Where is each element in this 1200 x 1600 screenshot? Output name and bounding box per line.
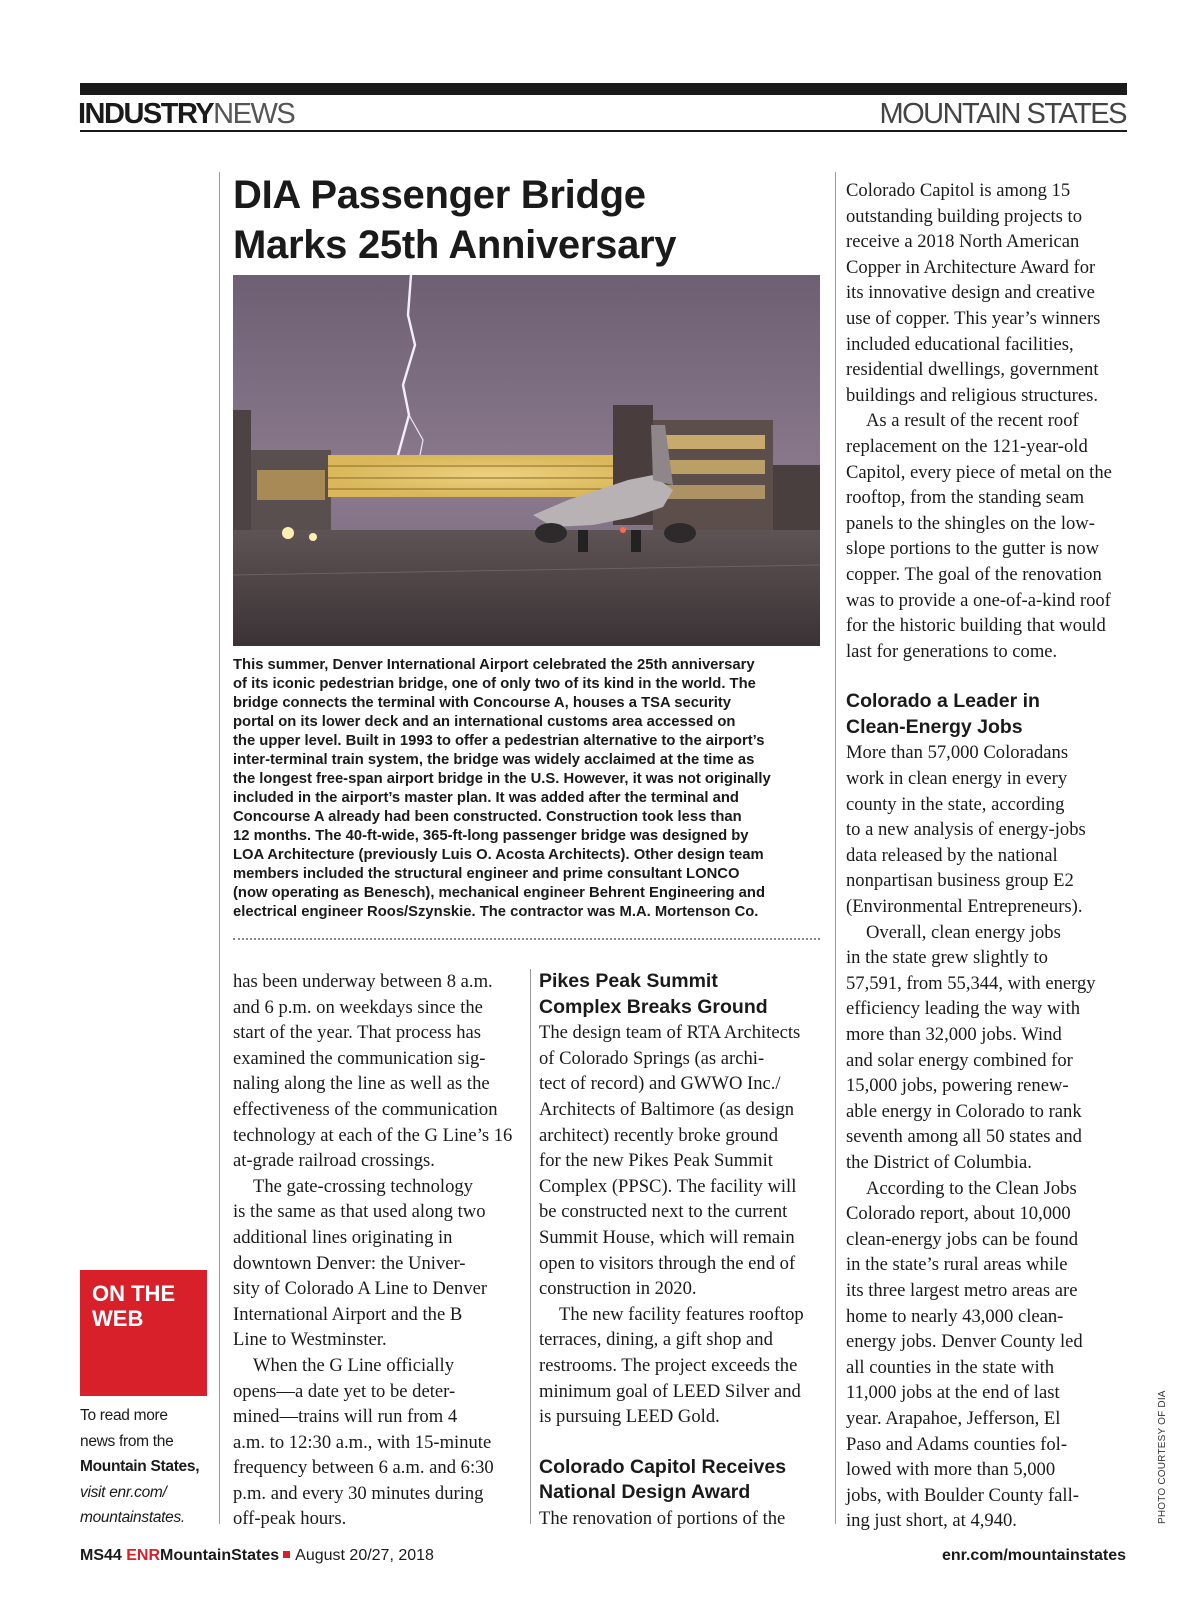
- region-label: MOUNTAIN STATES: [879, 98, 1126, 130]
- body-line: Copper in Architecture Award for: [846, 256, 1096, 278]
- footer-left: [80, 1545, 434, 1567]
- on-the-web-line: news from the: [80, 1432, 174, 1450]
- caption-line: LOA Architecture (previously Luis O. Acosta Architects). Other design team: [233, 847, 764, 863]
- body-line: to a new analysis of energy-jobs: [846, 819, 1086, 841]
- caption-line: This summer, Denver International Airport celebrated the 25th anniversary: [233, 657, 755, 673]
- on-the-web-text: [80, 1403, 215, 1531]
- body-line: is the same as that used along two: [233, 1201, 486, 1223]
- subhead-pikes-peak: [539, 969, 829, 1020]
- subhead-line: Complex Breaks Ground: [539, 995, 768, 1018]
- article-column-1: [233, 969, 523, 1532]
- subhead-line: Colorado a Leader in: [846, 690, 1040, 713]
- caption-line: 12 months. The 40-ft-wide, 365-ft-long passenger bridge was designed by: [233, 828, 749, 844]
- body-line: is pursuing LEED Gold.: [539, 1406, 720, 1428]
- caption-line: the longest free-span airport bridge in the U.S. However, it was not originally: [233, 771, 771, 787]
- body-line: rooftop, from the standing seam: [846, 487, 1085, 509]
- body-line: The new facility features rooftop: [559, 1303, 804, 1325]
- on-the-web-title-line: WEB: [92, 1306, 144, 1331]
- body-line: year. Arapahoe, Jefferson, El: [846, 1407, 1061, 1429]
- body-line: included educational facilities,: [846, 333, 1074, 355]
- body-line: receive a 2018 North American: [846, 231, 1080, 253]
- body-line: nonpartisan business group E2: [846, 870, 1074, 892]
- body-line: More than 57,000 Coloradans: [846, 742, 1069, 764]
- body-line: for the new Pikes Peak Summit: [539, 1150, 773, 1172]
- subhead-line: Colorado Capitol Receives: [539, 1455, 787, 1478]
- caption-line: included in the airport’s master plan. It was added after the terminal and: [233, 790, 739, 806]
- body-line: buildings and religious structures.: [846, 384, 1099, 406]
- body-line: last for generations to come.: [846, 640, 1058, 662]
- body-line: The design team of RTA Architects: [539, 1022, 801, 1044]
- brand-enr: ENR: [126, 1547, 161, 1564]
- section-label: [78, 97, 294, 131]
- body-line: and 6 p.m. on weekdays since the: [233, 996, 483, 1018]
- body-line: home to nearly 43,000 clean-: [846, 1305, 1064, 1327]
- body-line: mined—trains will run from 4: [233, 1406, 458, 1428]
- section-label-light: NEWS: [213, 98, 295, 130]
- caption-line: Concourse A already had been constructed. Construction took less than: [233, 809, 742, 825]
- body-line: Line to Westminster.: [233, 1329, 387, 1351]
- body-line: work in clean energy in every: [846, 768, 1068, 790]
- body-line: open to visitors through the end of: [539, 1252, 796, 1274]
- body-line: (Environmental Entrepreneurs).: [846, 896, 1083, 918]
- body-line: replacement on the 121-year-old: [846, 435, 1088, 457]
- body-line: p.m. and every 30 minutes during: [233, 1482, 484, 1504]
- body-line: a.m. to 12:30 a.m., with 15-minute: [233, 1431, 492, 1453]
- body-line: be constructed next to the current: [539, 1201, 788, 1223]
- body-line: terraces, dining, a gift shop and: [539, 1329, 773, 1351]
- on-the-web-title: [92, 1281, 175, 1331]
- caption-line: (now operating as Benesch), mechanical engineer Behrent Engineering and: [233, 885, 765, 901]
- header-top-bar: [80, 83, 1127, 95]
- body-line: The gate-crossing technology: [253, 1175, 473, 1197]
- body-line: examined the communication sig-: [233, 1047, 486, 1069]
- body-line: and solar energy combined for: [846, 1049, 1073, 1071]
- body-line: in the state’s rural areas while: [846, 1254, 1068, 1276]
- separator-square-icon: [283, 1551, 290, 1558]
- body-line: at-grade railroad crossings.: [233, 1150, 435, 1172]
- issue-date: August 20/27, 2018: [295, 1547, 434, 1564]
- on-the-web-line: To read more: [80, 1407, 168, 1424]
- body-line: Complex (PPSC). The facility will: [539, 1175, 797, 1197]
- body-line: International Airport and the B: [233, 1303, 463, 1325]
- body-line: more than 32,000 jobs. Wind: [846, 1024, 1062, 1045]
- body-line: clean-energy jobs can be found: [846, 1228, 1078, 1250]
- footer-url[interactable]: enr.com/mountainstates: [941, 1547, 1126, 1564]
- body-line: able energy in Colorado to rank: [846, 1100, 1082, 1122]
- caption-line: bridge connects the terminal with Concourse A, houses a TSA security: [233, 695, 731, 711]
- body-line: effectiveness of the communication: [233, 1098, 498, 1120]
- article-column-2: [539, 969, 829, 1531]
- body-line: Architects of Baltimore (as design: [539, 1098, 795, 1120]
- caption-line: electrical engineer Roos/Szynskie. The contractor was M.A. Mortenson Co.: [233, 904, 759, 920]
- body-line: energy jobs. Denver County led: [846, 1331, 1083, 1353]
- on-the-web-title-line: ON THE: [92, 1281, 176, 1306]
- body-line: Colorado report, about 10,000: [846, 1203, 1071, 1225]
- subhead-line: National Design Award: [539, 1481, 751, 1504]
- body-line: residential dwellings, government: [846, 359, 1099, 381]
- page-number: MS44: [80, 1547, 122, 1564]
- body-line: of Colorado Springs (as archi-: [539, 1047, 765, 1069]
- column-rule-left: [219, 172, 220, 1524]
- headline-line: DIA Passenger Bridge: [233, 173, 646, 217]
- subhead-clean-energy: [846, 689, 1136, 740]
- publication-name: MountainStates: [160, 1547, 280, 1564]
- body-line: lowed with more than 5,000: [846, 1459, 1056, 1481]
- caption-line: members included the structural engineer and prime consultant LONCO: [233, 866, 740, 882]
- on-the-web-line: Mountain States,: [80, 1458, 200, 1476]
- article-headline: [233, 170, 833, 270]
- body-line: the District of Columbia.: [846, 1151, 1032, 1173]
- body-line: minimum goal of LEED Silver and: [539, 1380, 801, 1402]
- subhead-line: Pikes Peak Summit: [539, 970, 718, 992]
- body-line: all counties in the state with: [846, 1356, 1055, 1378]
- body-line: 11,000 jobs at the end of last: [846, 1382, 1060, 1404]
- column-rule-middle: [530, 969, 531, 1524]
- body-line: start of the year. That process has: [233, 1022, 482, 1044]
- body-line: tect of record) and GWWO Inc./: [539, 1073, 781, 1095]
- body-line: restrooms. The project exceeds the: [539, 1354, 798, 1376]
- body-line: frequency between 6 a.m. and 6:30: [233, 1457, 494, 1479]
- body-line: ing just short, at 4,940.: [846, 1510, 1017, 1532]
- caption-line: of its iconic pedestrian bridge, one of only two of its kind in the world. The: [233, 676, 756, 692]
- body-line: county in the state, according: [846, 793, 1065, 815]
- body-line: panels to the shingles on the low-: [846, 512, 1095, 534]
- body-line: outstanding building projects to: [846, 205, 1083, 227]
- on-the-web-link[interactable]: mountainstates.: [80, 1509, 185, 1527]
- body-line: data released by the national: [846, 844, 1058, 866]
- body-line: technology at each of the G Line’s 16: [233, 1124, 513, 1146]
- body-line: 57,591, from 55,344, with energy: [846, 972, 1096, 994]
- headline-line: Marks 25th Anniversary: [233, 223, 677, 267]
- body-line: Capitol, every piece of metal on the: [846, 461, 1112, 483]
- caption-line: the upper level. Built in 1993 to offer a pedestrian alternative to the airport’s: [233, 733, 765, 749]
- body-line: jobs, with Boulder County fall-: [846, 1484, 1079, 1506]
- body-line: Summit House, which will remain: [539, 1226, 795, 1248]
- body-line: construction in 2020.: [539, 1278, 697, 1300]
- body-line: Overall, clean energy jobs: [866, 921, 1061, 943]
- bridge-photo: [233, 275, 820, 646]
- body-line: sity of Colorado A Line to Denver: [233, 1278, 488, 1300]
- body-line: in the state grew slightly to: [846, 947, 1048, 969]
- body-line: was to provide a one-of-a-kind roof: [846, 589, 1111, 611]
- body-line: seventh among all 50 states and: [846, 1126, 1082, 1148]
- body-line: off-peak hours.: [233, 1508, 347, 1530]
- body-line: efficiency leading the way with: [846, 998, 1081, 1020]
- column-rule-right: [835, 172, 836, 1524]
- body-line: Colorado Capitol is among 15: [846, 180, 1071, 201]
- caption-line: inter-terminal train system, the bridge was widely acclaimed at the time as: [233, 752, 755, 768]
- body-line: its innovative design and creative: [846, 282, 1095, 304]
- body-line: opens—a date yet to be deter-: [233, 1380, 456, 1402]
- body-line: its three largest metro areas are: [846, 1279, 1078, 1301]
- header-rule: [80, 130, 1127, 132]
- body-line: has been underway between 8 a.m.: [233, 971, 493, 992]
- body-line: As a result of the recent roof: [866, 410, 1079, 432]
- body-line: naling along the line as well as the: [233, 1073, 490, 1095]
- body-line: Paso and Adams counties fol-: [846, 1433, 1068, 1455]
- body-line: for the historic building that would: [846, 615, 1106, 637]
- photo-credit: PHOTO COURTESY OF DIA: [1157, 1390, 1168, 1524]
- article-column-3: [846, 178, 1136, 1534]
- body-line: architect) recently broke ground: [539, 1124, 779, 1146]
- body-line: According to the Clean Jobs: [866, 1177, 1077, 1199]
- caption-line: portal on its lower deck and an international customs area accessed on: [233, 714, 736, 730]
- subhead-line: Clean-Energy Jobs: [846, 715, 1023, 738]
- body-line: additional lines originating in: [233, 1226, 453, 1248]
- body-line: The renovation of portions of the: [539, 1507, 786, 1529]
- body-line: downtown Denver: the Univer-: [233, 1252, 466, 1274]
- subhead-capitol-award: [539, 1455, 829, 1506]
- body-line: 15,000 jobs, powering renew-: [846, 1075, 1069, 1097]
- body-line: slope portions to the gutter is now: [846, 538, 1100, 560]
- on-the-web-link[interactable]: visit enr.com/: [80, 1483, 167, 1501]
- section-label-bold: INDUSTRY: [78, 98, 214, 130]
- body-line: copper. The goal of the renovation: [846, 563, 1102, 585]
- body-line: When the G Line officially: [253, 1354, 455, 1376]
- photo-caption: [233, 656, 825, 922]
- caption-divider: [233, 938, 820, 940]
- body-line: use of copper. This year’s winners: [846, 307, 1101, 329]
